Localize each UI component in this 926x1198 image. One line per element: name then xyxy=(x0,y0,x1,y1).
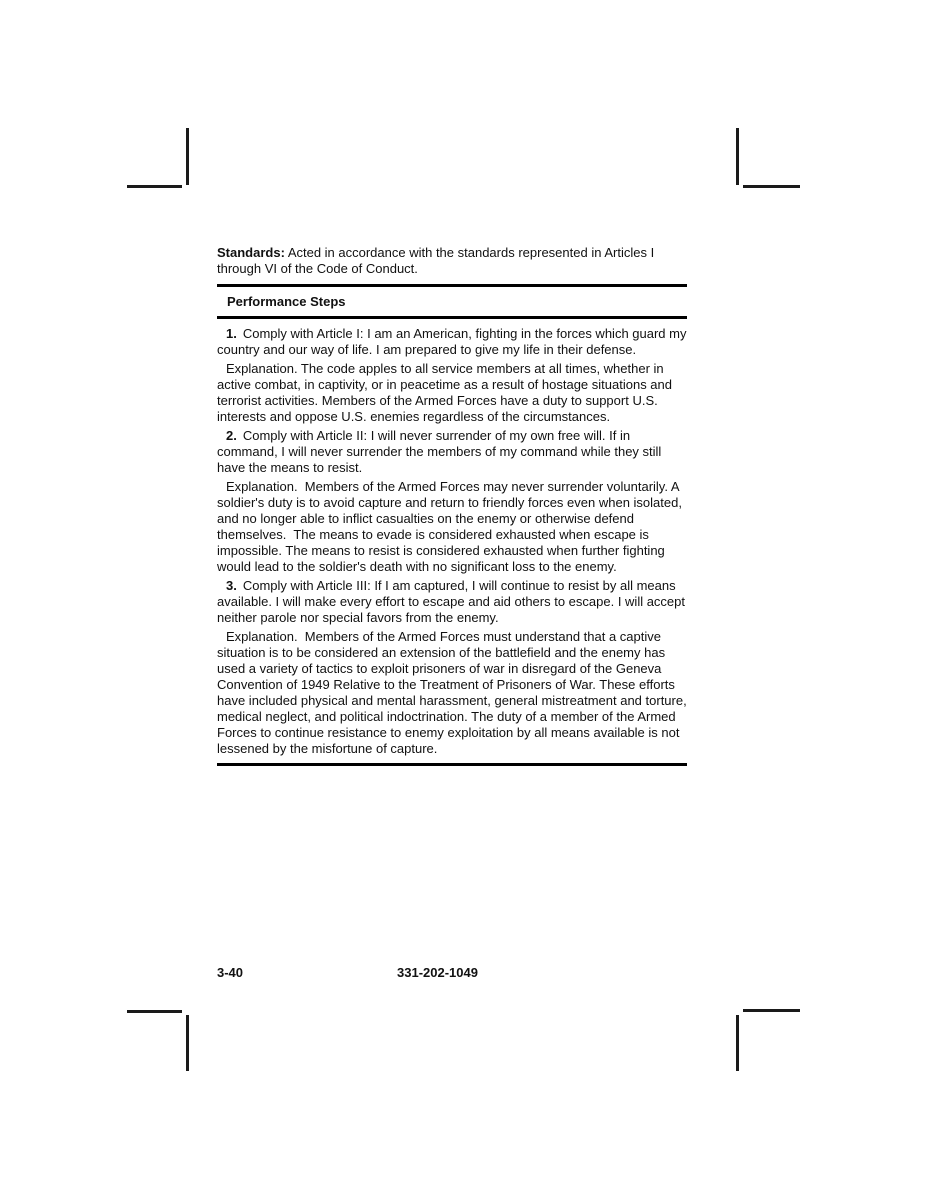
step-2-explanation-text: Explanation. Members of the Armed Forces may never surrender voluntarily. A soldier's duty is to avoid capture and return to friendly forces even when isolated, and no longer able to inflict casualties on the enemy or otherwise defend themselves. The means to evade is considered exhausted when escape is impossible. The means to resist is considered exhausted when further fighting would lead to the soldier's death with no significant loss to the enemy. xyxy=(217,479,686,574)
crop-mark-bottom-right-horizontal xyxy=(743,1009,800,1012)
crop-mark-bottom-left-horizontal xyxy=(127,1010,182,1013)
step-2-explanation xyxy=(217,479,687,575)
crop-mark-top-left-vertical xyxy=(186,128,189,185)
document-number: 331-202-1049 xyxy=(397,965,478,980)
step-3-paragraph xyxy=(217,578,687,626)
step-1-paragraph xyxy=(217,326,691,358)
performance-steps-header: Performance Steps xyxy=(227,294,346,309)
standards-text: Acted in accordance with the standards represented in Articles I through VI of the Code of Conduct. xyxy=(217,245,655,276)
crop-mark-bottom-left-vertical xyxy=(186,1015,189,1071)
step-3-text: Comply with Article III: If I am captured, I will continue to resist by all means available. I will make every effort to escape and aid others to escape. I will accept neither parole nor special favors from the enemy. xyxy=(217,578,689,625)
page-number: 3-40 xyxy=(217,965,244,980)
crop-mark-top-left-horizontal xyxy=(127,185,182,188)
step-2-paragraph xyxy=(217,428,687,476)
step-1-text: Comply with Article I: I am an American, fighting in the forces which guard my country and our way of life. I am prepared to give my life in their defense. xyxy=(217,326,691,357)
performance-steps-body xyxy=(217,319,691,763)
step-1-explanation xyxy=(217,361,687,425)
step-1-explanation-text: Explanation. The code apples to all service members at all times, whether in active combat, in captivity, or in peacetime as a result of hostage situations and terrorist activities. Members of the Armed Forces have a duty to support U.S. interests and oppose U.S. enemies regardless of the circumstances. xyxy=(217,361,676,424)
crop-mark-bottom-right-vertical xyxy=(736,1015,739,1071)
crop-mark-top-right-horizontal xyxy=(743,185,800,188)
step-3-explanation xyxy=(217,629,691,757)
task-summary-content xyxy=(217,245,691,766)
step-2-number: 2. xyxy=(226,428,237,443)
step-2-text: Comply with Article II: I will never surrender of my own free will. If in command, I will never surrender the members of my command while they still have the means to resist. xyxy=(217,428,665,475)
step-3-number: 3. xyxy=(226,578,237,593)
standards-label: Standards: xyxy=(217,245,285,260)
standards-paragraph xyxy=(217,245,687,277)
step-1-number: 1. xyxy=(226,326,237,341)
crop-mark-top-right-vertical xyxy=(736,128,739,185)
step-3-explanation-text: Explanation. Members of the Armed Forces must understand that a captive situation is to be considered an extension of the battlefield and the enemy has used a variety of tactics to exploit prisoners of war in disregard of the Geneva Convention of 1949 Relative to the Treatment of Prisoners of War. These efforts have included physical and mental harassment, general mistreatment and torture, medical neglect, and political indoctrination. The duty of a member of the Armed Forces to continue resistance to enemy exploitation by all means available is not lessened by the misfortune of capture. xyxy=(217,629,691,756)
table-bottom-rule xyxy=(217,763,687,766)
